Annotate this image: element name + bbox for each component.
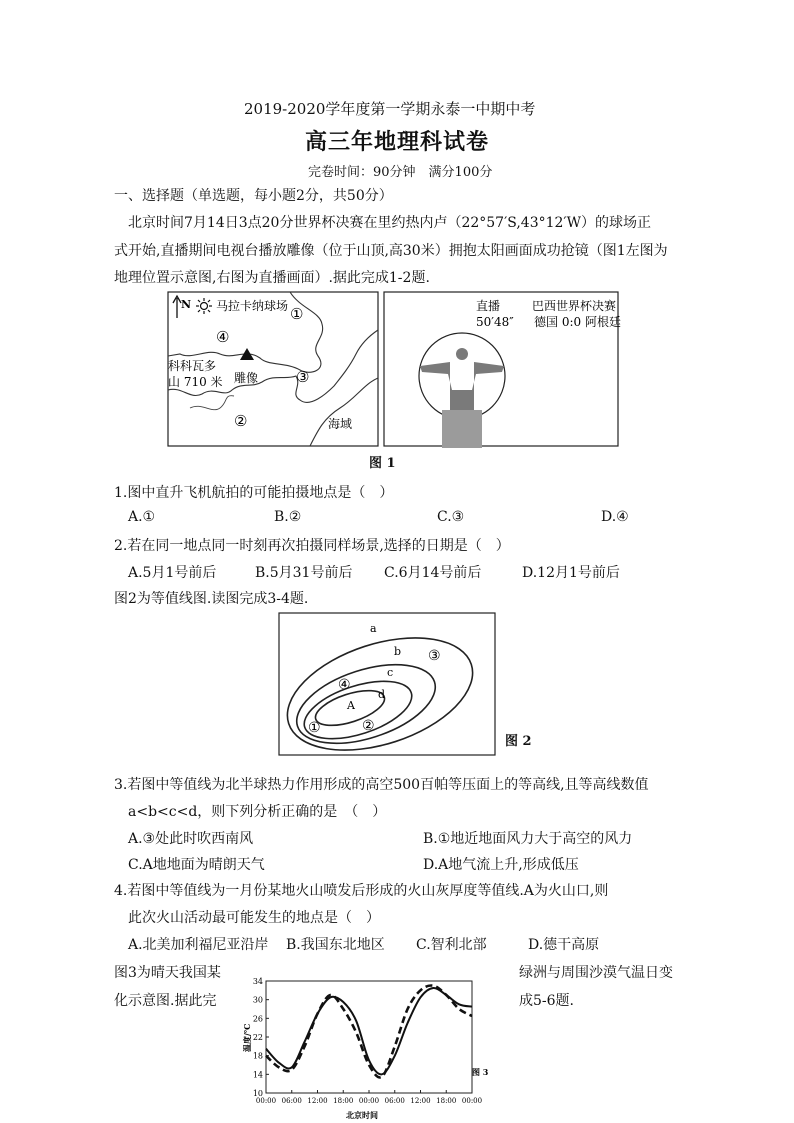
contour-marker-2: ② (362, 718, 375, 734)
q3-option-a[interactable]: A.③处此时吹西南风 (128, 831, 254, 847)
north-label: N (181, 298, 192, 311)
x-tick-label: 00:00 (461, 1097, 483, 1105)
contour-marker-1: ① (308, 720, 321, 736)
figure-2 (278, 612, 498, 758)
y-tick-label: 30 (252, 995, 263, 1005)
q4-option-c[interactable]: C.智利北部 (416, 937, 487, 953)
figure-3-intro-left-2: 化示意图.据此完 (114, 993, 217, 1009)
y-tick-label: 10 (252, 1089, 263, 1098)
marker-3: ③ (296, 368, 310, 386)
contour-marker-3: ③ (428, 648, 441, 664)
statue-label: 雕像 (234, 371, 259, 385)
mountain-ridge (190, 396, 234, 410)
marker-4: ④ (216, 328, 230, 346)
q3-option-b[interactable]: B.①地近地面风力大于高空的风力 (423, 831, 633, 847)
contour-b (287, 649, 445, 758)
figure-3-intro-right-1: 绿洲与周围沙漠气温日变 (519, 965, 673, 981)
intro-line-1: 北京时间7月14日3点20分世界杯决赛在里约热内卢（22°57′S,43°12′W）的球场正 (128, 215, 651, 231)
figure-2-caption: 图 2 (505, 734, 532, 749)
y-tick-label: 14 (252, 1070, 263, 1080)
stadium-icon (196, 298, 212, 314)
q3-stem-1: 3.若图中等值线为北半球热力作用形成的高空500百帕等压面上的等高线,且等高线数值 (114, 777, 649, 793)
series-line-solid (266, 988, 472, 1074)
y-tick-label: 34 (252, 977, 263, 986)
q4-stem-2: 此次火山活动最可能发生的地点是（ ） (128, 910, 380, 926)
label-c: c (387, 666, 394, 679)
label-A: A (347, 699, 355, 712)
sea-label: 海域 (328, 417, 353, 431)
q2-option-d[interactable]: D.12月1号前后 (522, 565, 620, 581)
x-tick-label: 06:00 (384, 1097, 405, 1105)
contour-marker-4: ④ (338, 677, 351, 693)
q3-option-c[interactable]: C.A地地面为晴朗天气 (128, 857, 265, 873)
figure-3-caption: 图 3 (472, 1067, 489, 1077)
figure-3-intro-right-2: 成5-6题. (519, 993, 574, 1009)
q2-option-a[interactable]: A.5月1号前后 (128, 565, 217, 581)
q1-option-b[interactable]: B.② (274, 509, 302, 525)
x-tick-label: 12:00 (410, 1097, 431, 1105)
plot-frame (266, 981, 472, 1093)
figure-1-caption: 图 1 (369, 456, 396, 471)
figure-1 (150, 290, 630, 470)
live-time: 50′48″ (476, 315, 514, 329)
coastline-south (310, 378, 378, 446)
x-tick-label: 18:00 (333, 1097, 354, 1105)
exam-info: 完卷时间：90分钟 满分100分 (308, 165, 493, 180)
y-axis-label: 温度/℃ (242, 1023, 252, 1052)
mountain-label-2: 山 710 米 (168, 375, 223, 389)
figure-2-intro: 图2为等值线图.读图完成3-4题. (114, 591, 309, 607)
mountain-label-1: 科科瓦多 (168, 359, 217, 373)
match-score: 德国 0:0 阿根廷 (534, 315, 621, 329)
q4-option-b[interactable]: B.我国东北地区 (286, 937, 385, 953)
live-label: 直播 (476, 299, 501, 313)
x-tick-label: 06:00 (281, 1097, 302, 1105)
contour-c (297, 670, 418, 750)
figure-3-chart (240, 972, 504, 1122)
intro-line-2: 式开始,直播期间电视台播放雕像（位于山顶,高30米）拥抱太阳画面成功抢镜（图1左图为 (114, 243, 668, 259)
q4-stem-1: 4.若图中等值线为一月份某地火山喷发后形成的火山灰厚度等值线.A为火山口,则 (114, 883, 609, 899)
q1-option-d[interactable]: D.④ (601, 509, 629, 525)
series-line-dashed (266, 985, 472, 1077)
q4-option-a[interactable]: A.北美加利福尼亚沿岸 (128, 937, 269, 953)
x-axis-label: 北京时间 (346, 1110, 378, 1120)
label-b: b (394, 645, 402, 658)
q1-option-c[interactable]: C.③ (437, 509, 465, 525)
q3-option-d[interactable]: D.A地气流上升,形成低压 (423, 857, 579, 873)
q2-option-b[interactable]: B.5月31号前后 (255, 565, 353, 581)
figure-3-intro-left-1: 图3为晴天我国某 (114, 965, 221, 981)
x-tick-label: 00:00 (358, 1097, 380, 1105)
stadium-label: 马拉卡纳球场 (216, 299, 289, 313)
q1-option-a[interactable]: A.① (128, 509, 156, 525)
y-tick-label: 18 (252, 1051, 263, 1061)
match-title: 巴西世界杯决赛 (532, 299, 617, 313)
school-line: 2019-2020学年度第一学期永泰一中期中考 (244, 100, 536, 118)
label-a: a (370, 622, 377, 635)
q2-option-c[interactable]: C.6月14号前后 (384, 565, 482, 581)
y-tick-label: 22 (252, 1033, 263, 1042)
x-tick-label: 18:00 (436, 1097, 457, 1105)
y-tick-label: 26 (252, 1014, 263, 1024)
marker-1: ① (290, 305, 304, 323)
x-tick-label: 12:00 (307, 1097, 328, 1105)
marker-2: ② (234, 412, 248, 430)
section-heading: 一、选择题（单选题，每小题2分，共50分） (114, 188, 393, 204)
x-tick-label: 00:00 (255, 1097, 277, 1105)
q2-stem: 2.若在同一地点同一时刻再次拍摄同样场景,选择的日期是（ ） (114, 538, 510, 554)
q3-stem-2: a<b<c<d，则下列分析正确的是 （ ） (128, 804, 387, 820)
page-title: 高三年地理科试卷 (305, 129, 490, 155)
q4-option-d[interactable]: D.德干高原 (528, 937, 600, 953)
q1-stem: 1.图中直升飞机航拍的可能拍摄地点是（ ） (114, 485, 394, 501)
label-d: d (378, 688, 386, 701)
intro-line-3: 地理位置示意图,右图为直播画面）.据此完成1-2题. (114, 270, 430, 286)
